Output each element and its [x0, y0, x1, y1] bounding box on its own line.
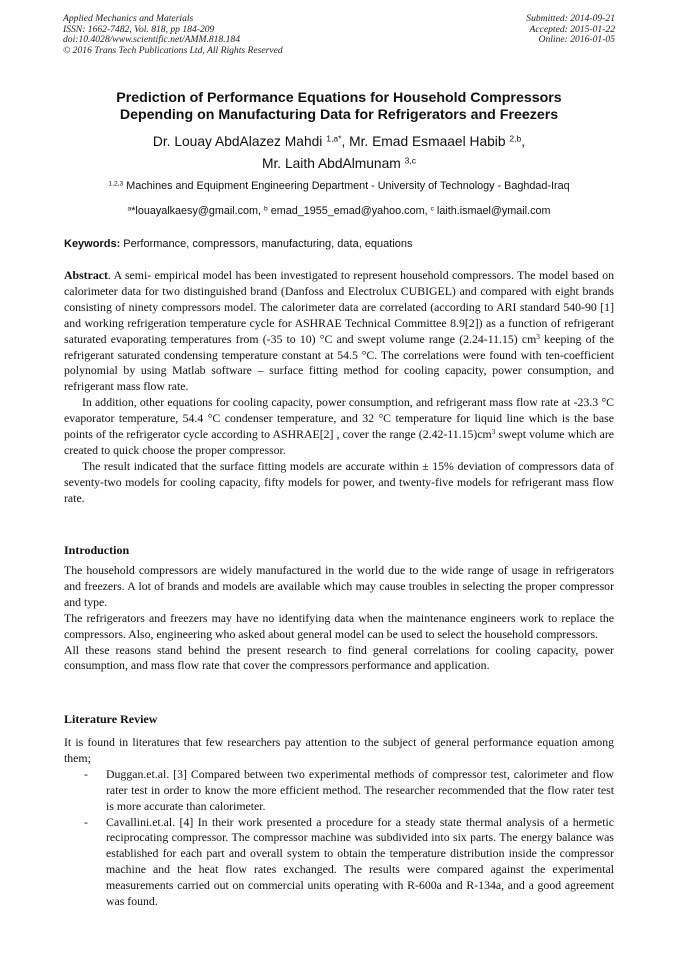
abstract-paragraph-3: The result indicated that the surface fitting models are accurate within ± 15% deviation of compressors data of seventy-two models for cooling capacity, fifty models for power, and twenty-five models for refrigerant mass flow rate.	[64, 458, 614, 505]
email-a[interactable]: *louayalkaesy@gmail.com,	[131, 205, 265, 217]
author-separator: ,	[521, 134, 526, 149]
paper-title	[40, 90, 638, 124]
submitted-date: Submitted: 2014-09-21	[526, 13, 615, 24]
list-item-text: Duggan.et.al. [3] Compared between two experimental methods of compressor test, calorimeter and flow rater test in order to know the more efficient method. The researcher recommended that the flow rater test is more accurate than calorimeter.	[106, 766, 614, 813]
literature-review-section	[64, 735, 614, 910]
email-c[interactable]: laith.ismael@ymail.com	[433, 205, 551, 217]
author-1: Dr. Louay AbdAlazez Mahdi	[152, 134, 327, 149]
superscript: 3	[536, 331, 540, 341]
list-dash: -	[84, 814, 88, 829]
affiliation-sup: 1,2,3	[108, 180, 124, 188]
email-b-sup: b	[264, 205, 268, 213]
author-2: Mr. Emad Esmaael Habib	[349, 134, 510, 149]
author-list	[40, 131, 638, 175]
keywords-text: Performance, compressors, manufacturing, data, equations	[120, 238, 413, 250]
authors-line-1	[40, 131, 638, 153]
keywords-label: Keywords:	[64, 238, 121, 250]
list-item-text: Cavallini.et.al. [4] In their work presented a procedure for a steady state thermal analysis of a hermetic reciprocating compressor. The compressor machine was subdivided into six parts. The energy balance was established for each part and overall system to obtain the temperature distribution inside the compressor machine and the heat flow rates exchanged. The results were compared against the experimental measurements carried out on commercial units operating with R-600a and R-134a, and a good agreement was found.	[106, 814, 614, 909]
email-a-sup: a	[127, 205, 132, 213]
author-3-sup: 3,c	[404, 155, 417, 166]
introduction-paragraph-3: All these reasons stand behind the present research to find general correlations for cooling capacity, power consumption, and mass flow rate that cover the compressors performance and application.	[64, 642, 614, 673]
email-b[interactable]: emad_1955_emad@yahoo.com,	[267, 205, 431, 217]
keywords	[64, 238, 413, 250]
dates-header	[526, 14, 615, 46]
online-date: Online: 2016-01-05	[538, 34, 615, 46]
list-item	[64, 815, 614, 910]
author-separator: ,	[341, 134, 350, 149]
journal-header	[63, 14, 283, 56]
abstract-text: . A semi- empirical model has been investigated to represent household compressors. The model based on calorimeter data for two distinguished brand (Danfoss and Electrolux CUBIGEL) and compared with eight brands consisting of ninety compressors model. The calorimeter data are correlated (according to ARI standard 540-90 [1] and working refrigeration temperature cycle for ASHRAE Technical Committee 8.9[2]) as a function of refrigerant saturated evaporating temperatures from (-35 to 10) °C and swept volume range (2.24-11.15) cm	[64, 268, 614, 346]
doi-line[interactable]: doi:10.4028/www.scientific.net/AMM.818.184	[63, 34, 241, 46]
affiliation	[40, 180, 638, 192]
author-emails	[40, 205, 638, 217]
author-2-sup: 2,b	[509, 133, 522, 144]
abstract-text: In addition, other equations for cooling capacity, power consumption, and refrigerant mass flow rate at -23.3 °C evaporator temperature, 54.4 °C condenser temperature, and 32 °C temperature for liquid line which is the base points of the refrigerator cycle according to ASHRAE[2] , cover the range (2.42-11.15)cm	[64, 395, 614, 442]
affiliation-text: Machines and Equipment Engineering Department - University of Technology - Baghdad-Iraq	[123, 180, 570, 192]
literature-list	[64, 767, 614, 910]
superscript: 3	[491, 427, 496, 437]
introduction-paragraph-2: The refrigerators and freezers may have no identifying data when the maintenance engineers work to replace the compressors. Also, engineering who asked about general model can be used to select the household compressors.	[64, 610, 614, 641]
abstract-label: Abstract	[64, 268, 108, 282]
introduction-heading: Introduction	[64, 543, 130, 557]
accepted-date: Accepted: 2015-01-22	[529, 23, 615, 35]
list-dash: -	[84, 766, 88, 781]
introduction-section	[64, 563, 614, 674]
issn-line: ISSN: 1662-7482, Vol. 818, pp 184-209	[63, 23, 215, 35]
literature-intro: It is found in literatures that few researchers pay attention to the subject of general performance equation among them;	[64, 735, 614, 765]
abstract	[64, 268, 614, 507]
copyright-line: © 2016 Trans Tech Publications Ltd, All Rights Reserved	[63, 44, 283, 56]
abstract-text: swept volume which are created to quick choose the proper compressor.	[64, 427, 614, 457]
title-line-2: Depending on Manufacturing Data for Refrigerators and Freezers	[119, 107, 559, 123]
abstract-text: keeping of the refrigerant saturated condensing temperature constant at 54.5 °C. The correlations were found with ten-coefficient polynomial by using Matlab software – surface fitting method for cooling capacity, power consumption, and refrigerant mass flow rate.	[64, 331, 614, 394]
introduction-paragraph-1: The household compressors are widely manufactured in the world due to the wide range of usage in refrigerators and freezers. A lot of brands and models are available which may cause troubles in selecting the proper compressor and type.	[64, 563, 614, 609]
author-3: Mr. Laith AbdAlmunam	[261, 156, 405, 171]
authors-line-2	[40, 153, 638, 175]
journal-name: Applied Mechanics and Materials	[63, 13, 194, 24]
list-item	[64, 767, 614, 815]
author-1-sup: 1,a*	[326, 133, 342, 144]
literature-review-heading: Literature Review	[64, 712, 158, 726]
email-c-sup: c	[430, 205, 434, 213]
abstract-paragraph-2	[64, 395, 614, 459]
abstract-paragraph-1	[64, 268, 614, 395]
title-line-1: Prediction of Performance Equations for Household Compressors	[116, 90, 562, 106]
